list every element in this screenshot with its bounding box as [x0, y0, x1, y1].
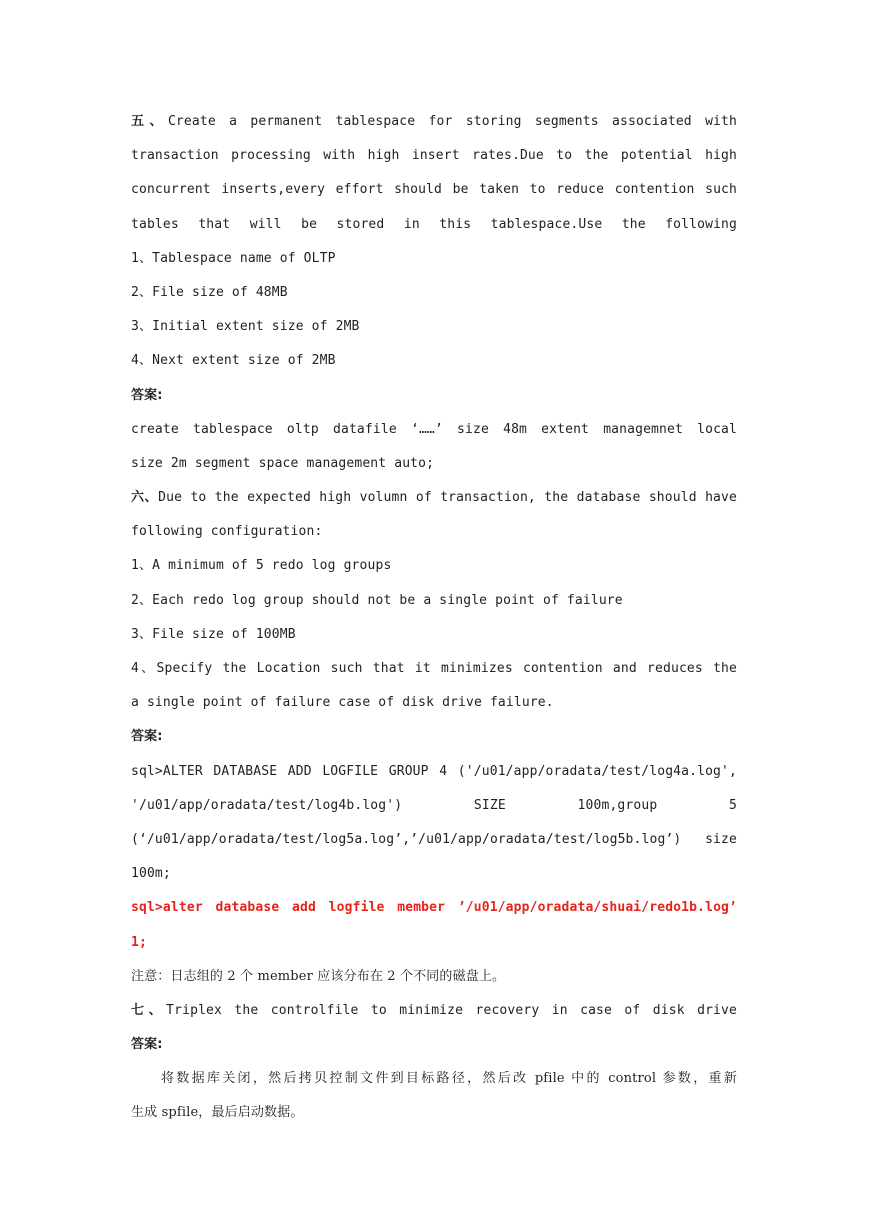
q6-item-2: 2、Each redo log group should not be a single point of failure: [131, 592, 623, 608]
q6-line-1: [131, 481, 737, 515]
q6-answer-line-4: 100m;: [131, 866, 171, 882]
q6-answer-line-2: '/u01/app/oradata/test/log4b.log') SIZE 100m,group 5: [131, 797, 737, 813]
q5-item-4: 4、Next extent size of 2MB: [131, 353, 336, 369]
q6-item-4-cont: a single point of failure case of disk drive failure.: [131, 695, 554, 711]
q5-answer-line-2: size 2m segment space management auto;: [131, 455, 435, 471]
q6-number: 六、: [131, 490, 159, 506]
q7-answer-label: 答案:: [131, 1037, 163, 1053]
q7-answer-line-1: 将数据库关闭，然后拷贝控制文件到目标路径，然后改 pfile 中的 control 参数，重新: [161, 1071, 737, 1087]
q6-red-line-1: sql>alter database add logfile member ’/u01/app/oradata/shuai/redo1b.log’: [131, 900, 737, 916]
q5-text-1: Create a permanent tablespace for storing segments associated with: [167, 114, 737, 129]
q6-item-4: 4、Specify the Location such that it minimizes contention and reduces the: [131, 661, 737, 676]
q6-line-2: following configuration:: [131, 524, 323, 540]
q5-answer-label: 答案:: [131, 387, 163, 403]
q5-line-4: tables that will be stored in this tablespace.Use the following: [131, 216, 737, 232]
q6-item-3: 3、File size of 100MB: [131, 626, 296, 642]
q7-answer-line-2: 生成 spfile，最后启动数据。: [131, 1105, 304, 1121]
q5-item-1: 1、Tablespace name of OLTP: [131, 250, 336, 266]
q7-text: Triplex the controlfile to minimize recovery in case of disk drive: [166, 1002, 737, 1018]
q7-line-1: [131, 994, 737, 1028]
q6-answer-label: 答案:: [131, 729, 163, 745]
q6-answer-line-1: sql>ALTER DATABASE ADD LOGFILE GROUP 4 ('/u01/app/oradata/test/log4a.log',: [131, 763, 737, 779]
q5-item-3: 3、Initial extent size of 2MB: [131, 319, 360, 335]
q6-answer-line-3: (‘/u01/app/oradata/test/log5a.log’,’/u01/app/oradata/test/log5b.log’) size: [131, 831, 737, 847]
q5-line-2: transaction processing with high insert rates.Due to the potential high: [131, 148, 737, 164]
q6-item-1: 1、A minimum of 5 redo log groups: [131, 558, 392, 574]
q6-text-1: Due to the expected high volumn of transaction, the database should have: [158, 490, 737, 506]
q7-number: 七、: [131, 1002, 167, 1018]
q5-number: 五、: [131, 114, 168, 129]
q5-line-1: [131, 105, 737, 139]
q6-red-line-2: 1;: [131, 934, 147, 950]
q6-note: 注意：日志组的 2 个 member 应该分布在 2 个不同的磁盘上。: [131, 968, 506, 984]
q5-answer-line-1: create tablespace oltp datafile ‘……’ size 48m extent managemnet local: [131, 421, 737, 437]
q5-line-3: concurrent inserts,every effort should be taken to reduce contention such: [131, 182, 737, 198]
document-page: [131, 105, 737, 1131]
q5-item-2: 2、File size of 48MB: [131, 284, 288, 300]
